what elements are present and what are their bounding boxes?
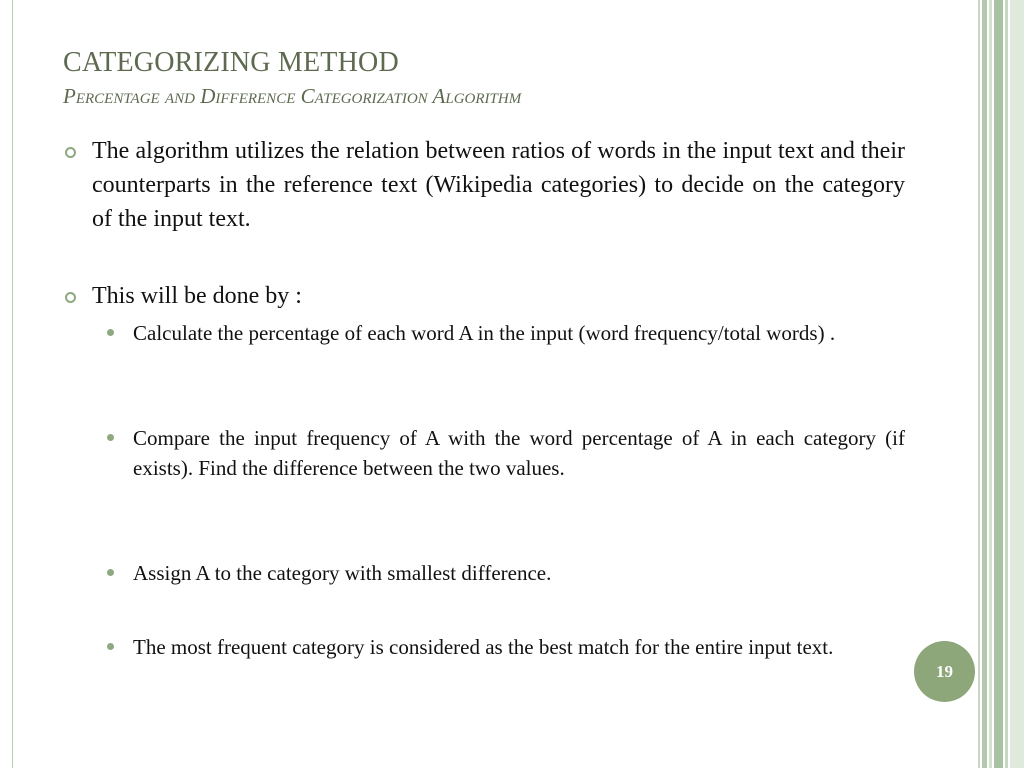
sub-bullet-text: Assign A to the category with smallest difference. [133, 561, 552, 585]
bullet-text: The algorithm utilizes the relation between ratios of words in the input text and their counterparts in the reference text (Wikipedia categories) to decide on the category of the input text. [92, 138, 905, 232]
decorative-stripe [978, 0, 980, 768]
bullet-ring-icon [65, 292, 76, 303]
sub-bullet-text: Calculate the percentage of each word A in the input (word frequency/total words) . [133, 321, 836, 345]
decorative-stripe [994, 0, 1003, 768]
bullet-item [92, 134, 905, 236]
bullet-dot-icon [107, 329, 114, 336]
sub-bullet-item [133, 632, 905, 662]
sub-bullet-item [133, 558, 905, 588]
decorative-stripe [982, 0, 987, 768]
slide-subtitle: Percentage and Difference Categorization Algorithm [63, 84, 522, 108]
sub-bullet-item [133, 318, 905, 348]
decorative-stripe [1005, 0, 1008, 768]
decorative-stripe [989, 0, 992, 768]
bullet-dot-icon [107, 569, 114, 576]
left-border-line [12, 0, 13, 768]
bullet-dot-icon [107, 643, 114, 650]
sub-bullet-text: The most frequent category is considered as the best match for the entire input text. [133, 635, 834, 659]
bullet-ring-icon [65, 147, 76, 158]
bullet-text: This will be done by : [92, 283, 302, 309]
bullet-dot-icon [107, 434, 114, 441]
page-number-badge: 19 [914, 641, 975, 702]
sub-bullet-text: Compare the input frequency of A with the word percentage of A in each category (if exists). Find the difference between the two values. [133, 426, 905, 480]
slide-title: CATEGORIZING METHOD [63, 47, 399, 78]
decorative-stripe [1010, 0, 1024, 768]
sub-bullet-item [133, 423, 905, 483]
bullet-item [92, 279, 905, 313]
